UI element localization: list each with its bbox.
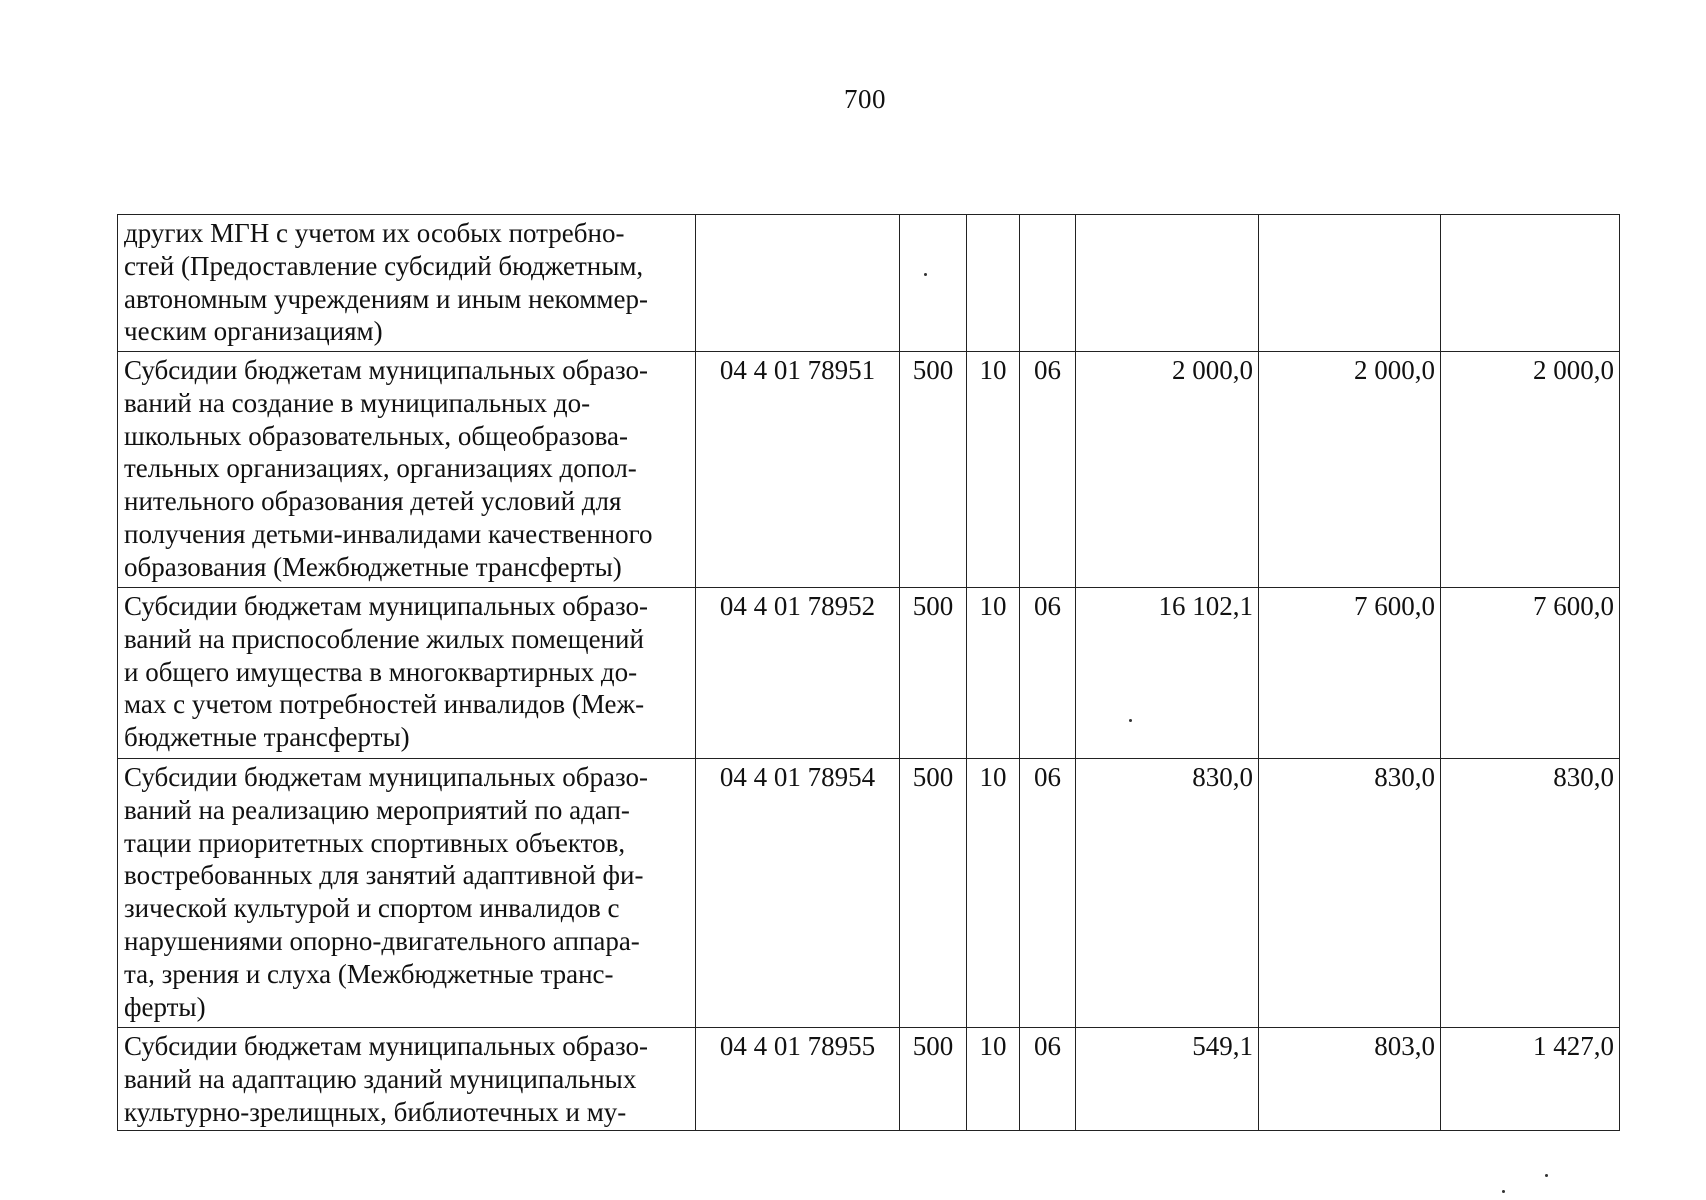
table-row <box>118 215 1620 352</box>
description-cell: Субсидии бюджетам муниципальных образо- ваний на приспособление жилых помещений и общего имущества в многоквартирных до- мах с учетом потребностей инвалидов (Меж- бюджетные трансферты) <box>118 588 696 759</box>
description-cell: Субсидии бюджетам муниципальных образо- ваний на создание в муниципальных до- школьных образовательных, общеобразова- тельных организациях, организациях допол- нительного образования детей условий для получения детьми-инвалидами качественного образования (Межбюджетные трансферты) <box>118 352 696 588</box>
section-cell: 10 <box>967 1028 1020 1131</box>
target-code-cell: 04 4 01 78954 <box>696 759 900 1028</box>
amount-1-cell: 830,0 <box>1076 759 1259 1028</box>
description-cell: Субсидии бюджетам муниципальных образо- ваний на адаптацию зданий муниципальных культурно-зрелищных, библиотечных и му- <box>118 1028 696 1131</box>
description-cell: других МГН с учетом их особых потребно- стей (Предоставление субсидий бюджетным, автономным учреждениям и иным некоммер- ческим организациям) <box>118 215 696 352</box>
amount-2-cell: 803,0 <box>1259 1028 1441 1131</box>
amount-3-cell: 7 600,0 <box>1441 588 1620 759</box>
amount-1-cell: 2 000,0 <box>1076 352 1259 588</box>
subsection-cell: 06 <box>1020 759 1076 1028</box>
amount-2-cell: 7 600,0 <box>1259 588 1441 759</box>
amount-1-cell: 16 102,1 <box>1076 588 1259 759</box>
table-row <box>118 759 1620 1028</box>
scan-speck <box>1502 1190 1505 1193</box>
subsection-cell: 06 <box>1020 1028 1076 1131</box>
expense-type-cell: 500 <box>900 759 967 1028</box>
amount-2-cell: 2 000,0 <box>1259 352 1441 588</box>
table-row <box>118 588 1620 759</box>
page-number: 700 <box>844 84 886 114</box>
target-code-cell <box>696 215 900 352</box>
section-cell: 10 <box>967 352 1020 588</box>
subsection-cell: 06 <box>1020 352 1076 588</box>
amount-3-cell: 1 427,0 <box>1441 1028 1620 1131</box>
table-row <box>118 1028 1620 1131</box>
target-code-cell: 04 4 01 78952 <box>696 588 900 759</box>
expense-type-cell: 500 <box>900 1028 967 1131</box>
amount-2-cell: 830,0 <box>1259 759 1441 1028</box>
amount-1-cell <box>1076 215 1259 352</box>
expense-type-cell: 500 <box>900 352 967 588</box>
amount-3-cell: 2 000,0 <box>1441 352 1620 588</box>
budget-table <box>117 214 1620 1131</box>
section-cell: 10 <box>967 588 1020 759</box>
subsection-cell <box>1020 215 1076 352</box>
description-cell: Субсидии бюджетам муниципальных образо- ваний на реализацию мероприятий по адап- тации приоритетных спортивных объектов, востребованных для занятий адаптивной фи- зической культурой и спортом инвалидов с нарушениями опорно-двигательного аппара- та, зрения и слуха (Межбюджетные транс- ферты) <box>118 759 696 1028</box>
scan-speck <box>924 273 927 276</box>
expense-type-cell <box>900 215 967 352</box>
scan-speck <box>1545 1174 1548 1177</box>
amount-2-cell <box>1259 215 1441 352</box>
expense-type-cell: 500 <box>900 588 967 759</box>
amount-3-cell <box>1441 215 1620 352</box>
section-cell: 10 <box>967 759 1020 1028</box>
section-cell <box>967 215 1020 352</box>
table-row <box>118 352 1620 588</box>
scan-speck <box>1129 719 1132 722</box>
amount-1-cell: 549,1 <box>1076 1028 1259 1131</box>
subsection-cell: 06 <box>1020 588 1076 759</box>
target-code-cell: 04 4 01 78951 <box>696 352 900 588</box>
amount-3-cell: 830,0 <box>1441 759 1620 1028</box>
target-code-cell: 04 4 01 78955 <box>696 1028 900 1131</box>
